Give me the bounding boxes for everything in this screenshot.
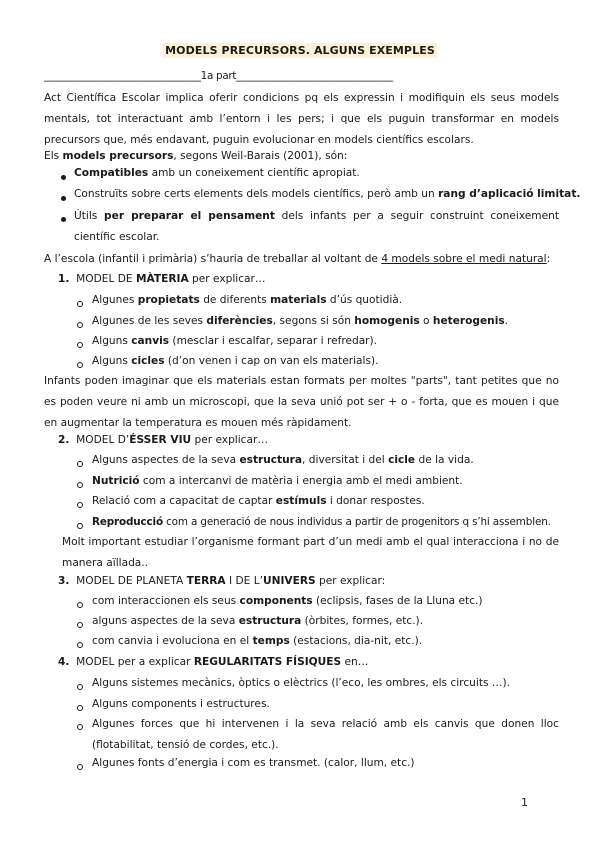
bullet-circle-icon [77,301,83,307]
bullet-circle-icon [77,642,83,648]
model-2-note: Molt important estudiar l’organisme formant part d’un medi amb el qual interacciona i no de manera aïllada.. [62,536,559,569]
page-title [0,44,600,57]
bullet-circle-icon [77,602,83,608]
bullet-dot-icon [61,217,66,222]
list-item: Reproducció com a generació de nous individus a partir de progenitors q s’hi assemblen. [92,516,551,528]
list-item: Algunes propietats de diferents materials d’ús quotidià. [92,294,403,306]
bullet-circle-icon [77,342,83,348]
list-item: Algunes fonts d’energia i com es transmet. (calor, llum, etc.) [92,757,415,769]
list-item: com canvia i evoluciona en el temps (estacions, dia-nit, etc.). [92,635,423,647]
list-item: Alguns components i estructures. [92,698,270,710]
bullet-circle-icon [77,502,83,508]
list-item: Algunes de les seves diferències, segons si són homogenis o heterogenis. [92,315,509,327]
list-item: alguns aspectes de la seva estructura (òrbites, formes, etc.). [92,615,424,627]
list-item: Alguns cicles (d’on venen i cap on van els materials). [92,355,379,367]
list-item: Alguns sistemes mecànics, òptics o elèctrics (l’eco, les ombres, els circuits …). [92,677,510,689]
definition-item: Útils per preparar el pensament dels infants per a seguir construint coneixement científic escolar. [74,210,559,243]
model-1-heading: 1. MODEL DE MÀTERIA per explicar… [58,273,266,285]
school-sentence: A l’escola (infantil i primària) s’hauria de treballar al voltant de 4 models sobre el medi natural: [44,253,551,265]
bullet-circle-icon [77,523,83,529]
list-item: Nutrició com a intercanvi de matèria i energia amb el medi ambient. [92,475,463,487]
bullet-circle-icon [77,461,83,467]
bullet-circle-icon [77,362,83,368]
bullet-circle-icon [77,622,83,628]
model-3-heading: 3. MODEL DE PLANETA TERRA I DE L’UNIVERS per explicar: [58,575,386,587]
intro-paragraph: Act Científica Escolar implica oferir condicions pq els expressin i modifiquin els seus models mentals, tot interactuant amb l’entorn i les pers; i que els puguin transformar en models precursors que, més endavant, puguin evolucionar en models científics escolars. [44,92,559,146]
model-2-heading: 2. MODEL D’ÉSSER VIU per explicar… [58,434,268,446]
part-divider: ________________________________1a part________________________________ [44,70,393,82]
bullet-circle-icon [77,764,83,770]
title-text: MODELS PRECURSORS. ALGUNS EXEMPLES [165,44,435,57]
definition-item: Compatibles amb un coneixement científic apropiat. [74,167,360,179]
bullet-circle-icon [77,482,83,488]
bullet-circle-icon [77,705,83,711]
bullet-circle-icon [77,724,83,730]
definition-heading: Els models precursors, segons Weil-Barais (2001), són: [44,150,348,162]
list-item: Algunes forces que hi intervenen i la seva relació amb els canvis que donen lloc (flotabilitat, tensió de cordes, etc.). [92,718,559,751]
bullet-dot-icon [61,175,66,180]
bullet-circle-icon [77,322,83,328]
bullet-circle-icon [77,684,83,690]
bullet-dot-icon [61,196,66,201]
list-item: Alguns aspectes de la seva estructura, diversitat i del cicle de la vida. [92,454,474,466]
model-4-heading: 4. MODEL per a explicar REGULARITATS FÍSIQUES en… [58,656,369,668]
list-item: com interaccionen els seus components (eclipsis, fases de la Lluna etc.) [92,595,483,607]
list-item: Alguns canvis (mesclar i escalfar, separar i refredar). [92,335,378,347]
page-number: 1 [521,796,528,809]
infants-paragraph: Infants poden imaginar que els materials estan formats per moltes "parts", tant petites que no es poden veure ni amb un microscopi, que la seva unió pot ser + o - forta, que es mouen i que en augmentar la temperatura es mouen més ràpidament. [44,375,559,429]
definition-item: Construïts sobre certs elements dels models científics, però amb un rang d’aplicació limitat. [74,188,581,200]
list-item: Relació com a capacitat de captar estímuls i donar respostes. [92,495,425,507]
